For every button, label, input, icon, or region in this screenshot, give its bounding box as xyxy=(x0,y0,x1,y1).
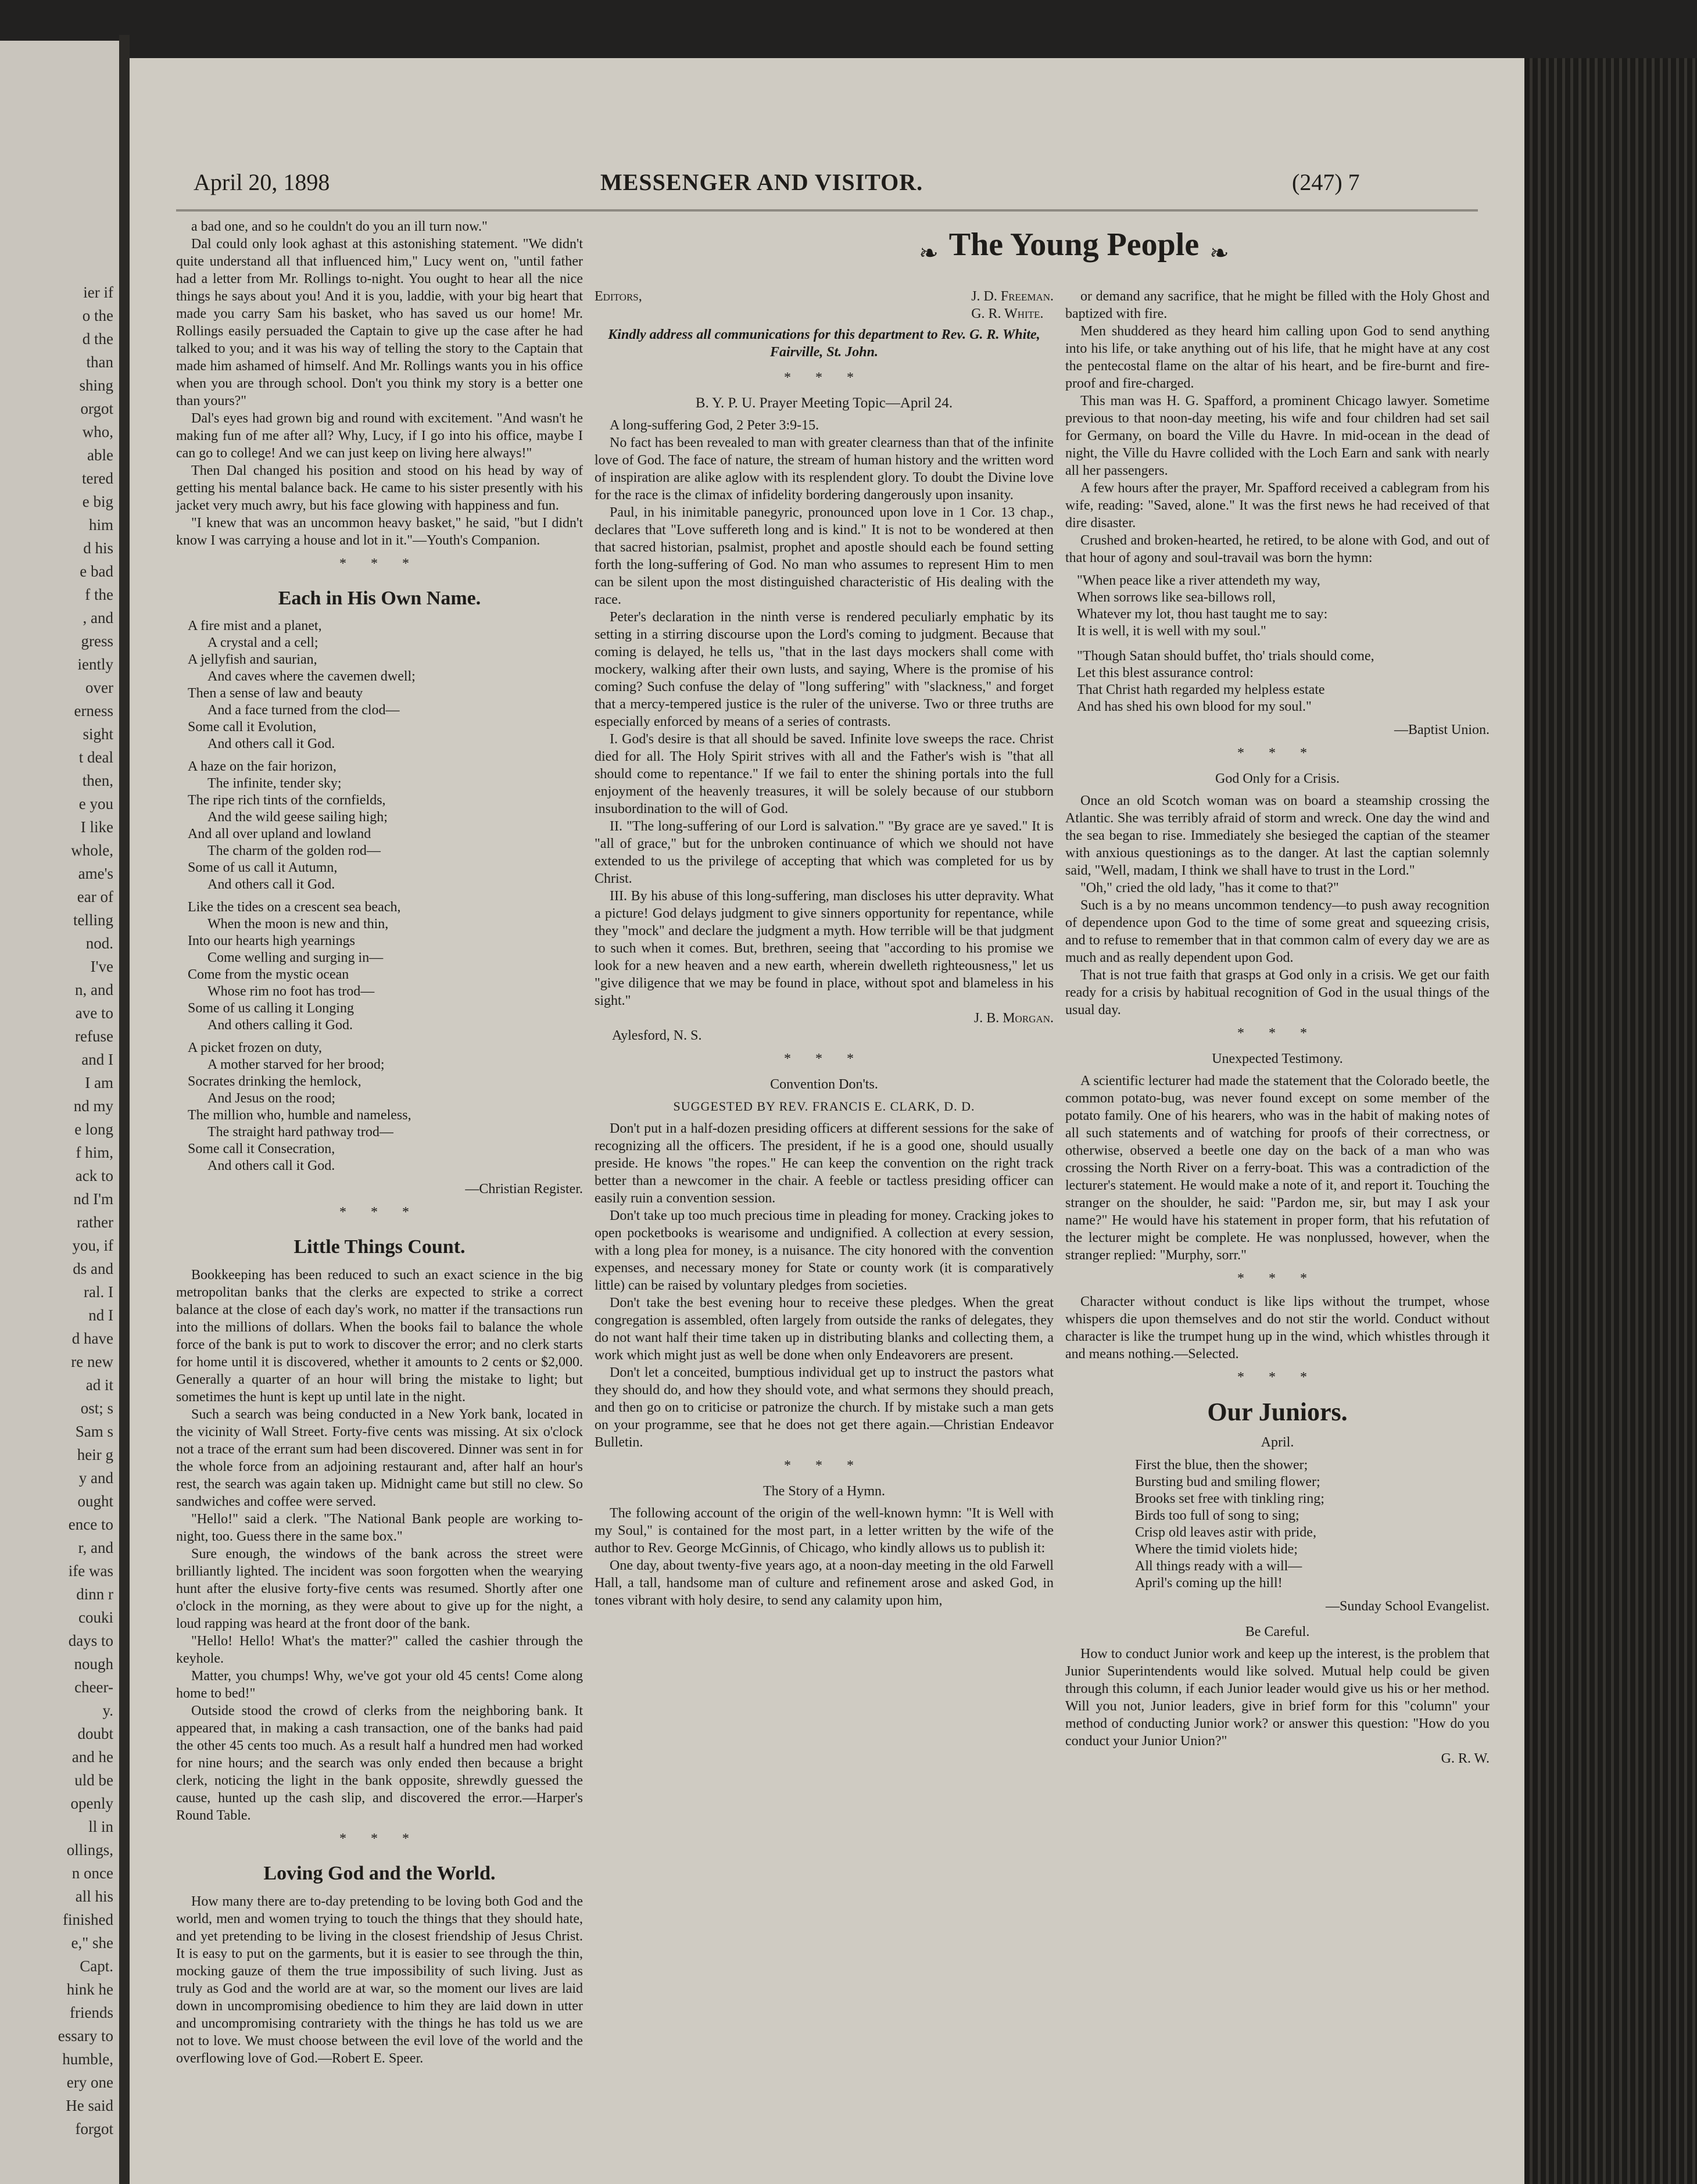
poem-line: And Jesus on the rood; xyxy=(207,1091,335,1106)
newspaper-page xyxy=(130,58,1524,2184)
fragment-line: t deal xyxy=(78,749,113,766)
paragraph: Dal's eyes had grown big and round with excitement. "And wasn't he making fun of me after all? Why, Lucy, if I go into his office, maybe I can go to college! And we can just keep on living here always!" xyxy=(176,411,583,461)
fragment-line: who, xyxy=(82,423,113,441)
section-divider: * * * xyxy=(339,1831,420,1846)
fragment-line: refuse xyxy=(75,1027,113,1045)
crisis-body xyxy=(1065,792,1490,1019)
editors-label: Editors, xyxy=(595,289,642,304)
paragraph: Crushed and broken-hearted, he retired, to be alone with God, and out of that hour of agony and soul-travail was born the hymn: xyxy=(1065,533,1490,565)
paragraph: Sure enough, the windows of the bank across the street were brilliantly lighted. The incident was soon forgotten when the wearying hunt after the elusive forty-five cents was resumed. Shortly after one o'clock in the morning, as they were about to give up for the night, a loud rapping was heard at the front door of the bank. xyxy=(176,1546,583,1631)
fragment-line: ral. I xyxy=(84,1283,113,1301)
fragment-line: friends xyxy=(70,2004,113,2021)
fragment-line: sight xyxy=(83,725,113,743)
fragment-line: e you xyxy=(78,795,113,812)
april-attribution: —Sunday School Evangelist. xyxy=(1326,1599,1490,1614)
paragraph: Matter, you chumps! Why, we've got your old 45 cents! Come along home to bed!" xyxy=(176,1669,583,1701)
fragment-line: ought xyxy=(77,1492,113,1510)
header-rule xyxy=(176,209,1478,212)
poem-line: Some call it Evolution, xyxy=(188,719,317,735)
verse-line: Brooks set free with tinkling ring; xyxy=(1135,1491,1324,1506)
poem-line: A haze on the fair horizon, xyxy=(188,759,336,774)
fragment-line: ollings, xyxy=(66,1841,113,1859)
fragment-line: all his xyxy=(75,1888,113,1905)
editor-name: G. R. White. xyxy=(971,306,1044,321)
poem-line: And others call it God. xyxy=(207,1158,335,1173)
fragment-line: nough xyxy=(74,1655,113,1673)
april-poem-title: April. xyxy=(1261,1435,1294,1450)
verse-line: Where the timid violets hide; xyxy=(1135,1542,1298,1557)
fragment-line: days to xyxy=(68,1632,113,1649)
character-body xyxy=(1065,1293,1490,1363)
paragraph: Don't take the best evening hour to receive these pledges. When the great congregation is assembled, often largely from outside the ranks of delegates, they do not want half their time taken up in distributing blanks and collecting them, a work which might just as well be done when only Endeavorers are present. xyxy=(595,1295,1054,1363)
poem-line: The charm of the golden rod— xyxy=(207,843,381,858)
paragraph: Paul, in his inimitable panegyric, pronounced upon love in 1 Cor. 13 chap., declares that "Love suffereth long and is kind." It is not to be wondered at then that sacred historian, psalmist, prophet and apostle should each be found setting forth the long-suffering of God. No man who assumes to represent Him to men can be silent upon the most distinguished characteristic of His dealing with the race. xyxy=(595,505,1054,607)
fragment-line: o the xyxy=(82,307,113,324)
fragment-line: gress xyxy=(81,632,113,650)
convention-byline: SUGGESTED BY REV. FRANCIS E. CLARK, D. D. xyxy=(673,1099,975,1114)
fragment-line: nd I xyxy=(88,1306,113,1324)
poem-line: And the wild geese sailing high; xyxy=(207,810,388,825)
paragraph: A long-suffering God, 2 Peter 3:9-15. xyxy=(610,418,819,433)
fragment-line: him xyxy=(88,516,113,534)
april-poem xyxy=(1135,1457,1490,1592)
fragment-line: I am xyxy=(85,1074,113,1091)
fragment-line: d have xyxy=(71,1330,113,1347)
page-edges xyxy=(1524,58,1697,2184)
verse-line: Crisp old leaves astir with pride, xyxy=(1135,1525,1316,1540)
fragment-line: doubt xyxy=(77,1725,113,1742)
verse-line: "Though Satan should buffet, tho' trials should come, xyxy=(1077,649,1374,664)
fragment-line: , and xyxy=(83,609,113,626)
fragment-line: then, xyxy=(82,772,113,789)
paragraph: That is not true faith that grasps at God only in a crisis. We get our faith ready for a crisis by habitual recognition of God in the usual things of the usual day. xyxy=(1065,968,1490,1018)
fragment-line: e big xyxy=(82,493,113,510)
fragment-line: re new xyxy=(71,1353,113,1370)
scan-background-top xyxy=(0,0,1697,58)
poem-stanza xyxy=(188,1040,583,1175)
paragraph: "Hello!" said a clerk. "The National Bank people are working to-night, too. Guess there in the same box." xyxy=(176,1512,583,1544)
prayer-topic-body xyxy=(595,417,1054,1009)
fragment-line: orgot xyxy=(80,400,113,417)
paragraph: Men shuddered as they heard him calling upon God to send anything into his life, or take anything out of his life, that he might have at any cost the pentecostal flame on the altar of his heart, and be fire-burnt and fire-proof and fire-charged. xyxy=(1065,324,1490,391)
book-gutter xyxy=(119,35,130,2184)
poem-line: Socrates drinking the hemlock, xyxy=(188,1074,361,1089)
fragment-line: Capt. xyxy=(80,1957,113,1975)
fragment-line: ame's xyxy=(78,865,113,882)
fragment-line: f him, xyxy=(76,1144,113,1161)
poem-line: And caves where the cavemen dwell; xyxy=(207,669,416,684)
verse-line xyxy=(1077,640,1490,648)
section-divider: * * * xyxy=(1237,1026,1317,1041)
fragment-line: dinn r xyxy=(76,1585,113,1603)
verse-line: When sorrows like sea-billows roll, xyxy=(1077,590,1276,605)
paragraph: A few hours after the prayer, Mr. Spafford received a cablegram from his wife, reading: "Saved, alone." It was the first news he had received of that dire disaster. xyxy=(1065,481,1490,531)
article-little-things-body xyxy=(176,1266,583,1824)
adjacent-page-fragment xyxy=(0,41,119,2184)
crisis-title: God Only for a Crisis. xyxy=(1215,771,1340,786)
poem-each-in-his-own-name xyxy=(176,618,583,1175)
fragment-line: ier if xyxy=(83,284,113,301)
paragraph: "Oh," cried the old lady, "has it come to that?" xyxy=(1080,880,1339,896)
column-1 xyxy=(176,218,583,2067)
fragment-line: y. xyxy=(102,1702,113,1719)
hymn-story-body xyxy=(595,1505,1054,1609)
paragraph: Bookkeeping has been reduced to such an exact science in the big metropolitan banks that the clerks are expected to strike a correct balance at the close of each day's work, no matter if the transactions run into the millions of dollars. When the books fail to balance the whole force of the bank is put to work to discover the error; and no clerk starts for home until it is discovered, whether it amounts to 2 cents or $2,000. Generally a quarter of an hour will bring the mistake to light; but sometimes the hunt is kept up until late in the night. xyxy=(176,1268,583,1405)
paragraph: How many there are to-day pretending to be loving both God and the world, men and women trying to touch the things that they should hate, and yet pretending to be living in the closest friendship of Jesus Christ. It is easy to put on the garments, but it is easier to see through the thin, mocking gauze of them the true impossibility of such living. Just as truly as God and the world are at war, so the moment our lives are laid down in uncompromising obedience to him they are laid down in utter and uncompromising contrariety with the things he has told us we are not to love. We must choose between the evil love of the world and the overflowing love of God.—Robert E. Speer. xyxy=(176,1894,583,2066)
poem-line: Then a sense of law and beauty xyxy=(188,686,363,701)
fleuron-icon: ❧ xyxy=(919,239,939,266)
header-page-number: (247) 7 xyxy=(1292,169,1360,195)
hymn-verse xyxy=(1077,572,1490,715)
fragment-line: ence to xyxy=(68,1516,113,1533)
poem-line: And others call it God. xyxy=(207,736,335,751)
fragment-line: over xyxy=(85,679,113,696)
fragment-line: finished xyxy=(63,1911,113,1928)
fragment-line: uld be xyxy=(74,1771,113,1789)
verse-line: And has shed his own blood for my soul." xyxy=(1077,699,1312,714)
paragraph: Character without conduct is like lips without the trumpet, whose whispers die upon themselves and do not stir the world. Conduct without character is like the trumpet hung up in the wind, which whistles through it and means nothing.—Selected. xyxy=(1065,1294,1490,1362)
fragment-line: ear of xyxy=(77,888,113,905)
fragment-line: r, and xyxy=(78,1539,113,1556)
fragment-line: couki xyxy=(78,1609,113,1626)
section-divider: * * * xyxy=(784,370,864,385)
paragraph: Peter's declaration in the ninth verse is rendered peculiarly emphatic by its setting in a stirring discourse upon the Lord's coming to judgment. Because that coming is delayed, he tells us, "that in the last days mockers shall come with mockery, walking after their own lusts, and saying, Where is the promise of his coming? Such confuse the delay of "long suffering" with "slackness," and forget that a mercy-tempered justice is the ruler of the universe. Two or three truths are especially enforced by means of a series of contrasts. xyxy=(595,610,1054,729)
juniors-title: Our Juniors. xyxy=(1207,1398,1348,1426)
department-notice: Kindly address all communications for this department to Rev. G. R. White, Fairville, St. John. xyxy=(608,327,1040,360)
fragment-line: He said xyxy=(66,2097,113,2114)
fragment-line: forgot xyxy=(75,2120,113,2138)
poem-line: Some of us calling it Longing xyxy=(188,1001,354,1016)
poem-stanza xyxy=(188,899,583,1034)
fragment-line: and he xyxy=(71,1748,113,1766)
column-2 xyxy=(595,288,1054,1609)
fragment-line: ll in xyxy=(88,1818,113,1835)
prayer-topic-title: B. Y. P. U. Prayer Meeting Topic—April 24. xyxy=(695,395,953,411)
fragment-line: e bad xyxy=(80,563,113,580)
paragraph: II. "The long-suffering of our Lord is salvation." "By grace are ye saved." It is "all of grace," but for the unbroken continuance of which we should not have extended to us the privilege of accepting that which was completed for us by Christ. xyxy=(595,819,1054,886)
fragment-line: you, if xyxy=(72,1237,113,1254)
section-divider: * * * xyxy=(339,1205,420,1220)
paragraph: Such is a by no means uncommon tendency—to push away recognition of dependence upon God to the time of some great and squeezing crisis, and to refuse to remember that in that common calm of every day we are as much and as really dependent upon God. xyxy=(1065,898,1490,965)
fragment-line: shing xyxy=(79,377,113,394)
editor-name: J. D. Freeman. xyxy=(971,289,1054,304)
poem-line: A fire mist and a planet, xyxy=(188,618,322,633)
fragment-line: ife was xyxy=(68,1562,113,1580)
convention-title: Convention Don'ts. xyxy=(770,1077,878,1092)
fragment-text-column xyxy=(17,41,119,2184)
fragment-line: f the xyxy=(85,586,113,603)
verse-line: That Christ hath regarded my helpless estate xyxy=(1077,682,1325,697)
header-title: MESSENGER AND VISITOR. xyxy=(600,169,923,195)
fragment-line: ds and xyxy=(73,1260,113,1277)
article-signature: J. B. Morgan. xyxy=(973,1011,1054,1026)
poem-stanza xyxy=(188,758,583,893)
fragment-line: n once xyxy=(71,1864,113,1882)
fragment-line: iently xyxy=(77,656,113,673)
verse-line: Let this blest assurance control: xyxy=(1077,665,1254,681)
column-3 xyxy=(1065,288,1490,1767)
paragraph: or demand any sacrifice, that he might be filled with the Holy Ghost and baptized with fire. xyxy=(1065,289,1490,321)
paragraph: One day, about twenty-five years ago, at a noon-day meeting in the old Farwell Hall, a tall, handsome man of culture and refinement arose and asked God, in tones vibrant with holy desire, to send any calamity upon him, xyxy=(595,1558,1054,1608)
poem-line: And a face turned from the clod— xyxy=(207,703,400,718)
article-title-little-things: Little Things Count. xyxy=(293,1236,466,1258)
fragment-line: y and xyxy=(78,1469,113,1487)
hymn-story-continued xyxy=(1065,288,1490,567)
paragraph: No fact has been revealed to man with greater clearness than that of the infinite love of God. The face of nature, the stream of human history and the written word of inspiration are alike aglow with its resplendent glory. To doubt the Divine love for the race is the climax of infidelity bordering dangerously upon insanity. xyxy=(595,435,1054,503)
verse-line: "When peace like a river attendeth my way, xyxy=(1077,573,1320,588)
careful-signature: G. R. W. xyxy=(1441,1751,1490,1766)
paragraph: Once an old Scotch woman was on board a steamship crossing the Atlantic. She was terribly afraid of storm and wreck. One day the wind and the sea began to rise. Immediately she besieged the captian of the steamer with anxious questionings as to the danger. At last the captian solemnly said, "Well, madam, I think we shall have to trust in the Lord." xyxy=(1065,793,1490,878)
testimony-body xyxy=(1065,1072,1490,1264)
poem-line: A crystal and a cell; xyxy=(207,635,318,650)
paragraph: III. By his abuse of this long-suffering, man discloses his utter depravity. What a picture! God delays judgment to give sinners opportunity for repentance, while they "mock" and declare the judgment a myth. How terrible will be that judgment to such when it comes. But, brethren, seeing that "according to his promise we look for a new heaven and a new earth, wherein dwelleth righteousness," let us "give diligence that we may be found in place, without spot and blameless in his sight." xyxy=(595,889,1054,1008)
fragment-line: I've xyxy=(90,958,113,975)
poem-line: A mother starved for her brood; xyxy=(207,1057,385,1072)
paragraph: a bad one, and so he couldn't do you an ill turn now." xyxy=(191,219,488,234)
poem-line: The infinite, tender sky; xyxy=(207,776,342,791)
poem-line: A picket frozen on duty, xyxy=(188,1040,323,1055)
fragment-line: heir g xyxy=(77,1446,113,1463)
paragraph: "I knew that was an uncommon heavy basket," he said, "but I didn't know I was carrying a house and lot in it."—Youth's Companion. xyxy=(176,515,583,548)
fragment-line: nd my xyxy=(73,1097,113,1115)
careful-title: Be Careful. xyxy=(1245,1624,1310,1639)
fragment-line: I like xyxy=(80,818,113,836)
paragraph: This man was H. G. Spafford, a prominent Chicago lawyer. Sometime previous to that noon-day meeting, his wife and four children had set sail for Germany, on board the Ville du Havre. In mid-ocean in the dead of night, the Ville du Havre collided with the Loch Earn and sank with nearly all her passengers. xyxy=(1065,393,1490,478)
section-divider: * * * xyxy=(1237,1370,1317,1385)
paragraph: "Hello! Hello! What's the matter?" called the cashier through the keyhole. xyxy=(176,1634,583,1666)
fragment-line: ave to xyxy=(75,1004,113,1022)
fragment-line: ery one xyxy=(66,2074,113,2091)
fragment-line: hink he xyxy=(66,1981,113,1998)
fragment-line: and I xyxy=(81,1051,113,1068)
paragraph: How to conduct Junior work and keep up the interest, is the problem that Junior Superintendents would like solved. Mutual help could be given through this column, if each Junior leader would give us his or her method. Will you not, Junior leaders, give in brief form for this "column" your method of conducting Junior work? or answer this question: "How do you conduct your Junior Union?" xyxy=(1065,1646,1490,1749)
fragment-line: than xyxy=(86,353,113,371)
fragment-line: erness xyxy=(74,702,113,719)
poem-line: Come welling and surging in— xyxy=(207,950,384,965)
section-heading xyxy=(629,224,1519,267)
fragment-line: openly xyxy=(70,1795,113,1812)
poem-line: The straight hard pathway trod— xyxy=(207,1125,393,1140)
paragraph: Don't take up too much precious time in pleading for money. Cracking jokes to open pocketbooks is wearisome and undignified. A collection at every session, with a long plea for money, is a nuisance. The city honored with the convention expenses, and necessary money for State or county work (it is comparatively little) can be raised by voluntary pledges from societies. xyxy=(595,1208,1054,1293)
fragment-line: essary to xyxy=(58,2027,113,2045)
paragraph: Outside stood the crowd of clerks from the neighboring bank. It appeared that, in making a cash transaction, one of the banks had paid the other 45 cents too much. As a result half a hundred men had worked for nine hours; and the search was only ended then because a bright clerk, noticing the light in the bank opposite, shrewdly guessed the cause, hunted up the cash slip, and discovered the error.—Harper's Round Table. xyxy=(176,1703,583,1823)
verse-line: All things ready with a will— xyxy=(1135,1559,1302,1574)
section-divider: * * * xyxy=(784,1051,864,1066)
fragment-line: d his xyxy=(83,539,113,557)
article-title-loving-god: Loving God and the World. xyxy=(263,1863,496,1884)
section-divider: * * * xyxy=(339,556,420,571)
paragraph: Then Dal changed his position and stood on his head by way of getting his mental balance back. He came to his sister presently with his jacket very much awry, but his face glowing with happiness and fun. xyxy=(176,463,583,513)
poem-line: Whose rim no foot has trod— xyxy=(207,984,375,999)
poem-line: The million who, humble and nameless, xyxy=(188,1108,411,1123)
careful-body xyxy=(1065,1645,1490,1750)
convention-body xyxy=(595,1120,1054,1451)
paragraph: I. God's desire is that all should be saved. Infinite love sweeps the race. Christ died for all. The Holy Spirit strives with all and the Father's wish is "that all should come to repentance." If we fail to enter the shining portals into the full enjoyment of the heavenly treasures, it will be solely because of our stubborn insubordination to the will of God. xyxy=(595,732,1054,817)
fragment-line: ack to xyxy=(75,1167,113,1184)
poem-line: And all over upland and lowland xyxy=(188,826,371,842)
hymn-attribution: —Baptist Union. xyxy=(1394,722,1490,737)
fragment-line: nod. xyxy=(85,935,113,952)
poem-line: Some call it Consecration, xyxy=(188,1141,335,1157)
poem-line: And others calling it God. xyxy=(207,1018,353,1033)
fragment-line: d the xyxy=(82,330,113,348)
verse-line: First the blue, then the shower; xyxy=(1135,1458,1308,1473)
poem-line: A jellyfish and saurian, xyxy=(188,652,317,667)
paragraph: Don't put in a half-dozen presiding officers at different sessions for the sake of recognizing all the officers. The president, if he is a good one, should usually preside. He knows "the ropes." He can keep the convention on the right track better than a newcomer in the chair. A feeble or tactless presiding officer can easily ruin a convention session. xyxy=(595,1121,1054,1206)
fragment-line: Sam s xyxy=(75,1423,113,1440)
fragment-line: whole, xyxy=(71,842,113,859)
section-divider: * * * xyxy=(1237,746,1317,761)
fragment-line: ad it xyxy=(85,1376,113,1394)
verse-line: It is well, it is well with my soul." xyxy=(1077,624,1266,639)
fragment-line: able xyxy=(87,446,113,464)
section-title: The Young People xyxy=(948,227,1200,263)
article-loving-god-body xyxy=(176,1893,583,2067)
fragment-line: tered xyxy=(82,470,113,487)
verse-line: April's coming up the hill! xyxy=(1135,1576,1283,1591)
fragment-line: telling xyxy=(73,911,113,929)
poem-line: Some of us call it Autumn, xyxy=(188,860,338,875)
poem-stanza xyxy=(188,618,583,753)
fragment-line: n, and xyxy=(75,981,113,998)
testimony-title: Unexpected Testimony. xyxy=(1212,1051,1343,1066)
paragraph: Don't let a conceited, bumptious individual get up to instruct the pastors what they should do, and how they should vote, and what sermons they should preach, and then go on to criticise or patronize the church. If by mistake such a man gets on your programme, see that he does not get there again.—Christian Endeavor Bulletin. xyxy=(595,1365,1054,1450)
editors-line xyxy=(595,288,1054,323)
header-date: April 20, 1898 xyxy=(194,169,330,195)
paragraph: Such a search was being conducted in a New York bank, located in the vicinity of Wall Street. Forty-five cents was missing. At six o'clock not a trace of the errant sum had been discovered. Dinner was sent in for the whole force from an adjoining restaurant and, after half an hour's rest, the search was again taken up. Midnight came but still no clew. So sandwiches and coffee were served. xyxy=(176,1407,583,1509)
fragment-line: humble, xyxy=(62,2050,113,2068)
fragment-line: nd I'm xyxy=(73,1190,113,1208)
paragraph: The following account of the origin of the well-known hymn: "It is Well with my Soul," is contained for the most part, in a letter written by the wife of the author to Rev. George McGinnis, of Chicago, who kindly allows us to publish it: xyxy=(595,1506,1054,1556)
story-ending xyxy=(176,218,583,549)
fragment-line: cheer- xyxy=(74,1678,113,1696)
fragment-line: rather xyxy=(77,1213,113,1231)
fragment-line: e long xyxy=(74,1120,113,1138)
fragment-line: ost; s xyxy=(80,1399,113,1417)
fleuron-icon: ❧ xyxy=(1209,239,1229,266)
editors-names xyxy=(971,288,1054,323)
poem-attribution: —Christian Register. xyxy=(465,1181,583,1197)
poem-title: Each in His Own Name. xyxy=(278,588,481,609)
verse-line: Bursting bud and smiling flower; xyxy=(1135,1474,1320,1490)
poem-line: The ripe rich tints of the cornfields, xyxy=(188,793,386,808)
poem-line: Come from the mystic ocean xyxy=(188,967,349,982)
paragraph: Dal could only look aghast at this astonishing statement. "We didn't quite understand all that influenced him," Lucy went on, "until father had a letter from Mr. Rollings to-night. You ought to hear all the nice things he says about you! And it is you, laddie, with your big heart that made you carry Sam his basket, who has saved us our home! Mr. Rollings easily persuaded the Captain to give up the case after he had talked to you; and it was his way of telling the story to the Captain that made him ashamed of himself. And Mr. Rollings wants you in his office when you are through school. Don't you think my story is a better one than yours?" xyxy=(176,237,583,409)
section-divider: * * * xyxy=(784,1458,864,1473)
verse-line: Birds too full of song to sing; xyxy=(1135,1508,1299,1523)
fragment-line: e," she xyxy=(71,1934,113,1952)
poem-line: When the moon is new and thin, xyxy=(207,916,389,932)
poem-line: Into our hearts high yearnings xyxy=(188,933,355,948)
article-place: Aylesford, N. S. xyxy=(612,1028,702,1043)
poem-line: Like the tides on a crescent sea beach, xyxy=(188,900,401,915)
hymn-title: The Story of a Hymn. xyxy=(763,1484,885,1499)
poem-line: And others call it God. xyxy=(207,877,335,892)
paragraph: A scientific lecturer had made the statement that the Colorado beetle, the common potato-bug, was never found except on some member of the potato family. One of his hearers, who was in the habit of making notes of all such statements and of watching for proofs of their correctness, or otherwise, observed a beetle one day on the back of a man who was crossing the North River on a ferry-boat. This was a contradiction of the lecturer's statement. He would make a note of it, and report it. Touching the stranger on the shoulder, he said: "Pardon me, sir, but may I ask your name?" He would have his statement in proper form, that his refutation of the lecturer might be complete. He was nonplussed, however, when the stranger replied: "Murphy, sorr." xyxy=(1065,1073,1490,1263)
section-divider: * * * xyxy=(1237,1271,1317,1286)
verse-line: Whatever my lot, thou hast taught me to say: xyxy=(1077,607,1328,622)
